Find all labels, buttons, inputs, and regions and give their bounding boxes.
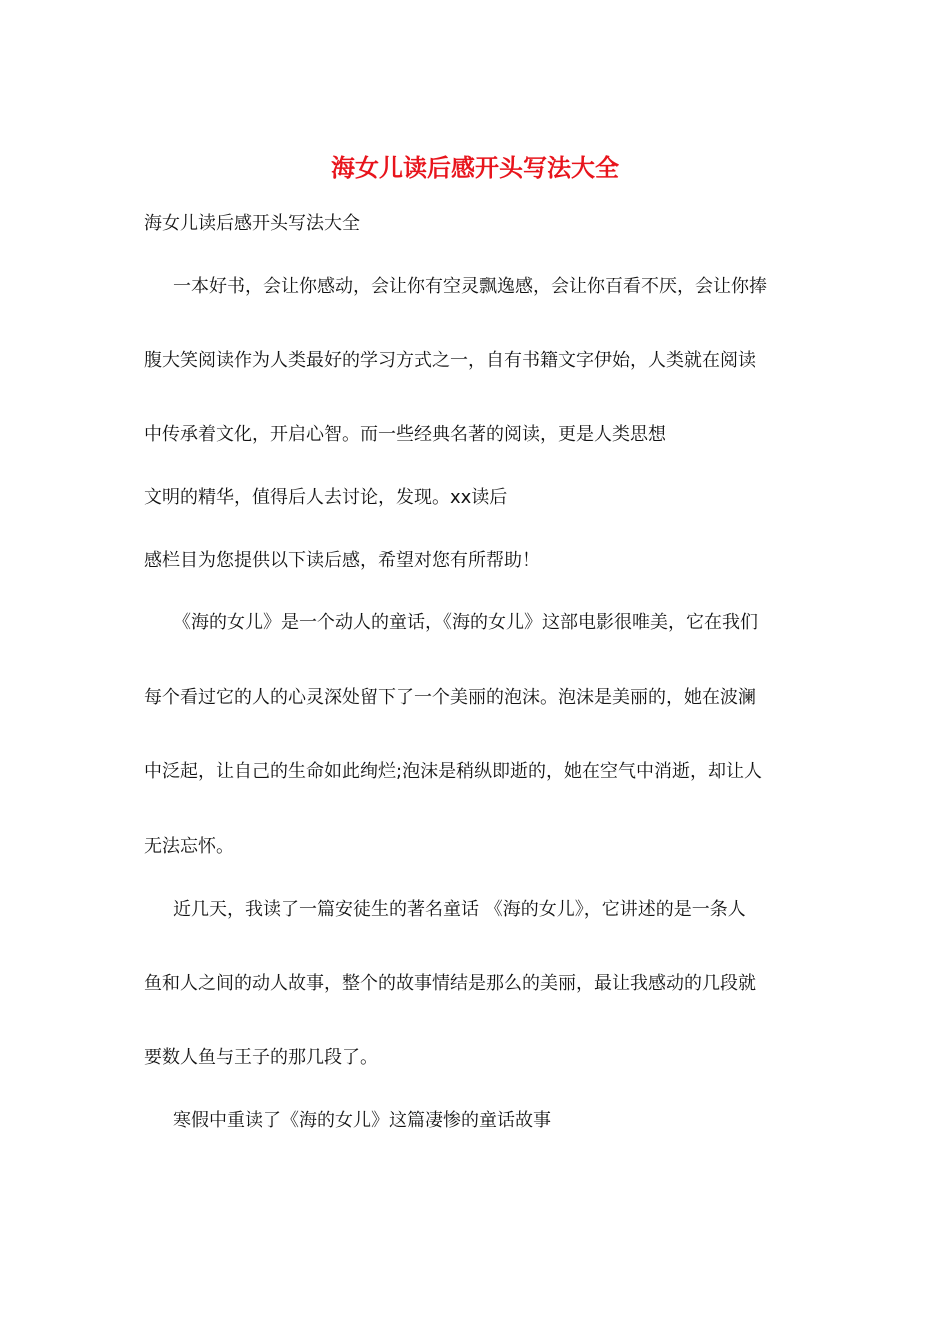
paragraph-line: 感栏目为您提供以下读后感，希望对您有所帮助！ <box>144 550 540 571</box>
paragraph-line: 每个看过它的人的心灵深处留下了一个美丽的泡沫。泡沫是美丽的，她在波澜 <box>144 687 756 708</box>
paragraph-line: 一本好书，会让你感动，会让你有空灵飘逸感，会让你百看不厌，会让你捧 <box>173 276 767 297</box>
document-title: 海女儿读后感开头写法大全 <box>331 153 619 182</box>
paragraph-line: 无法忘怀。 <box>144 836 234 857</box>
paragraph-line: 文明的精华，值得后人去讨论，发现。xx读后 <box>144 487 508 508</box>
paragraph-line: 要数人鱼与王子的那几段了。 <box>144 1047 378 1068</box>
paragraph-line: 寒假中重读了《海的女儿》这篇凄惨的童话故事 <box>173 1110 551 1131</box>
paragraph-line: 中泛起，让自己的生命如此绚烂;泡沫是稍纵即逝的，她在空气中消逝，却让人 <box>144 761 763 782</box>
paragraph-line: 近几天，我读了一篇安徒生的著名童话 《海的女儿》，它讲述的是一条人 <box>173 899 746 920</box>
paragraph-line: 中传承着文化，开启心智。而一些经典名著的阅读，更是人类思想 <box>144 424 666 445</box>
paragraph-line: 鱼和人之间的动人故事，整个的故事情结是那么的美丽，最让我感动的几段就 <box>144 973 756 994</box>
paragraph-line: 《海的女儿》是一个动人的童话，《海的女儿》这部电影很唯美，它在我们 <box>173 612 758 633</box>
paragraph-line: 腹大笑阅读作为人类最好的学习方式之一，自有书籍文字伊始，人类就在阅读 <box>144 350 756 371</box>
subtitle-line: 海女儿读后感开头写法大全 <box>144 213 360 234</box>
